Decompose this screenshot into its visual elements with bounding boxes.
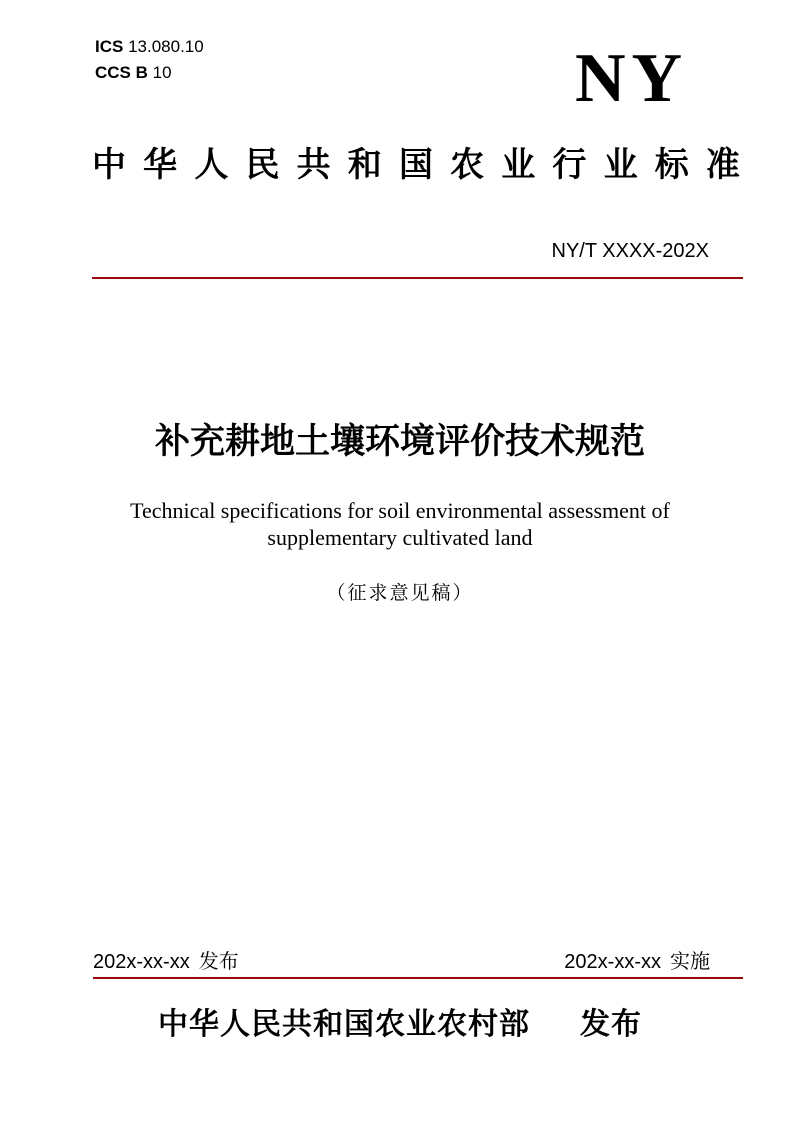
footer-dates-row [93,950,710,974]
ny-standard-logo: NY [575,40,689,117]
standard-type-char: 标 [654,146,689,184]
document-title-chinese: 补充耕地土壤环境评价技术规范 [154,422,645,461]
document-title-english-line1: Technical specifications for soil environmental assessment of [130,498,670,523]
issue-date-group [93,950,239,974]
ics-code: 13.080.10 [128,37,204,56]
standard-type-char: 和 [347,146,382,184]
standard-type-char: 行 [552,146,587,184]
document-title-english [0,497,800,551]
document-title-english-line2: supplementary cultivated land [267,525,533,550]
draft-status-note: （征求意见稿） [326,583,474,604]
publisher-name: 中华人民共和国农业农村部 [158,1008,530,1041]
publisher-publish-label: 发布 [580,1008,642,1041]
header-rule-line [92,277,743,279]
standard-type-char: 华 [143,146,178,184]
ccs-label: CCS B [95,63,148,82]
standard-type-char: 人 [194,146,229,184]
footer-rule-line [93,977,743,979]
standard-number: NY/T XXXX-202X [551,240,709,262]
standard-type-char: 业 [603,146,638,184]
ccs-code: 10 [152,63,172,82]
implement-date-group [564,950,710,974]
issue-date: 202x-xx-xx [93,951,190,973]
standard-type-char: 业 [501,146,536,184]
ccs-code-line [95,60,204,86]
implement-date: 202x-xx-xx [564,951,661,973]
standard-type-char: 中 [92,146,126,184]
publisher-line [0,999,800,1043]
standard-type-char: 共 [296,146,331,184]
implement-label: 实施 [670,951,710,973]
ics-label: ICS [95,37,124,56]
ics-code-line [95,34,204,60]
standard-type-char: 准 [705,146,740,184]
standard-type-char: 农 [450,146,485,184]
issue-label: 发布 [198,951,239,973]
standard-type-char: 民 [245,146,280,184]
standard-type-char: 国 [398,146,433,184]
standard-type-title [92,146,740,185]
classification-codes [95,34,204,86]
